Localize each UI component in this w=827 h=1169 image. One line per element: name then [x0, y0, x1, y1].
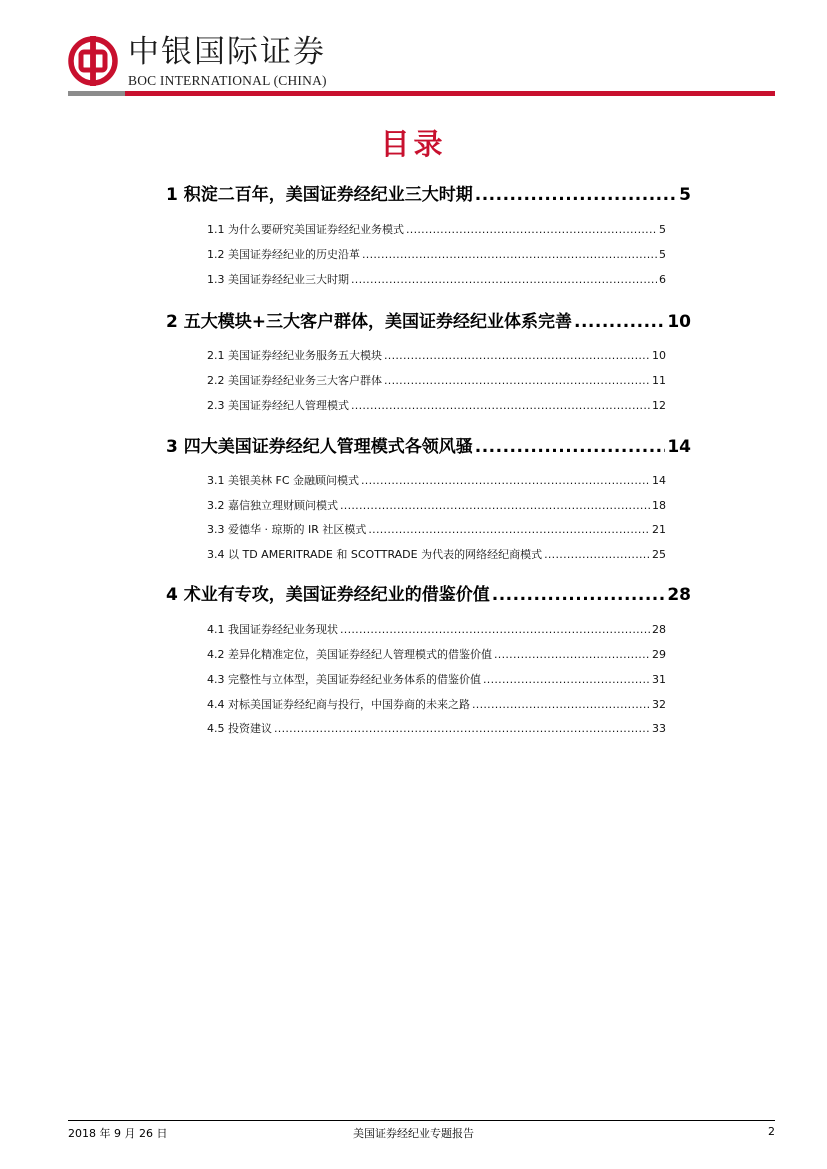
header-rule-red — [125, 91, 775, 96]
toc-item-page: 32 — [652, 698, 666, 711]
brand-name-english: BOC INTERNATIONAL (CHINA) — [128, 73, 327, 88]
toc-item-2-1[interactable] — [207, 347, 666, 363]
dot-leader — [274, 722, 650, 735]
toc-section-label: 1 积淀二百年，美国证券经纪业三大时期 — [166, 185, 473, 204]
dot-leader — [351, 399, 650, 412]
dot-leader — [492, 585, 666, 604]
toc-item-2-3[interactable] — [207, 397, 666, 413]
footer-report-title: 美国证券经纪业专题报告 — [353, 1127, 474, 1140]
toc-item-1-1[interactable] — [207, 221, 666, 237]
toc-section-2[interactable] — [166, 307, 691, 331]
toc-item-label: 1.1 为什么要研究美国证券经纪业务模式 — [207, 223, 404, 236]
toc-item-label: 2.2 美国证券经纪业务三大客户群体 — [207, 374, 382, 387]
toc-section-label: 3 四大美国证券经纪人管理模式各领风骚 — [166, 437, 473, 456]
dot-leader — [362, 248, 657, 261]
boc-logo-icon — [68, 36, 118, 86]
toc-item-4-4[interactable] — [207, 696, 666, 712]
toc-section-page: 10 — [667, 312, 691, 331]
toc-section-page: 5 — [679, 185, 691, 204]
toc-item-label: 3.1 美银美林 FC 金融顾问模式 — [207, 474, 359, 487]
toc-item-page: 29 — [652, 648, 666, 661]
toc-item-label: 3.4 以 TD AMERITRADE 和 SCOTTRADE 为代表的网络经纪商模式 — [207, 548, 543, 561]
toc-item-page: 25 — [652, 548, 666, 561]
toc-section-4[interactable] — [166, 580, 691, 604]
toc-item-label: 4.1 我国证券经纪业务现状 — [207, 623, 338, 636]
toc-item-label: 2.3 美国证券经纪人管理模式 — [207, 399, 349, 412]
toc-item-page: 5 — [659, 248, 666, 261]
dot-leader — [384, 349, 650, 362]
dot-leader — [475, 437, 666, 456]
dot-leader — [494, 648, 650, 661]
dot-leader — [574, 312, 665, 331]
dot-leader — [340, 499, 650, 512]
toc-section-page: 28 — [667, 585, 691, 604]
dot-leader — [361, 474, 650, 487]
toc-item-4-5[interactable] — [207, 720, 666, 736]
toc-section-1[interactable] — [166, 180, 691, 204]
toc-item-page: 18 — [652, 499, 666, 512]
dot-leader — [351, 273, 657, 286]
toc-item-page: 31 — [652, 673, 666, 686]
toc-item-page: 12 — [652, 399, 666, 412]
footer-page-number: 2 — [768, 1125, 775, 1138]
toc-item-4-3[interactable] — [207, 671, 666, 687]
dot-leader — [368, 523, 650, 536]
toc-item-label: 3.3 爱德华 · 琼斯的 IR 社区模式 — [207, 523, 367, 536]
toc-section-3[interactable] — [166, 432, 691, 456]
toc-item-page: 14 — [652, 474, 666, 487]
toc-item-label: 1.3 美国证券经纪业三大时期 — [207, 273, 349, 286]
footer-rule — [68, 1120, 775, 1121]
toc-item-1-3[interactable] — [207, 271, 666, 287]
toc-section-label: 2 五大模块+三大客户群体，美国证券经纪业体系完善 — [166, 312, 572, 331]
toc-item-label: 1.2 美国证券经纪业的历史沿革 — [207, 248, 360, 261]
header-rule-gray — [68, 91, 125, 96]
toc-item-page: 10 — [652, 349, 666, 362]
toc-item-3-4[interactable] — [207, 546, 666, 562]
toc-item-label: 3.2 嘉信独立理财顾问模式 — [207, 499, 338, 512]
toc-item-4-2[interactable] — [207, 646, 666, 662]
toc-section-page: 14 — [667, 437, 691, 456]
toc-section-label: 4 术业有专攻，美国证券经纪业的借鉴价值 — [166, 585, 490, 604]
dot-leader — [483, 673, 650, 686]
toc-item-page: 11 — [652, 374, 666, 387]
dot-leader — [384, 374, 650, 387]
toc-item-3-1[interactable] — [207, 472, 666, 488]
toc-item-3-3[interactable] — [207, 521, 666, 537]
dot-leader — [406, 223, 657, 236]
toc-item-label: 4.4 对标美国证券经纪商与投行，中国券商的未来之路 — [207, 698, 470, 711]
toc-item-page: 5 — [659, 223, 666, 236]
toc-title: 目录 — [380, 127, 447, 161]
footer-date: 2018 年 9 月 26 日 — [68, 1127, 168, 1140]
toc-item-page: 6 — [659, 273, 666, 286]
dot-leader — [544, 548, 650, 561]
toc-item-label: 4.2 差异化精准定位，美国证券经纪人管理模式的借鉴价值 — [207, 648, 492, 661]
toc-item-label: 4.3 完整性与立体型，美国证券经纪业务体系的借鉴价值 — [207, 673, 481, 686]
dot-leader — [472, 698, 650, 711]
toc-item-2-2[interactable] — [207, 372, 666, 388]
toc-item-page: 21 — [652, 523, 666, 536]
toc-item-4-1[interactable] — [207, 621, 666, 637]
toc-item-label: 2.1 美国证券经纪业务服务五大模块 — [207, 349, 382, 362]
toc-item-1-2[interactable] — [207, 246, 666, 262]
toc-item-3-2[interactable] — [207, 497, 666, 513]
toc-item-label: 4.5 投资建议 — [207, 722, 272, 735]
dot-leader — [475, 185, 677, 204]
dot-leader — [340, 623, 650, 636]
brand-name-chinese: 中银国际证券 — [128, 34, 326, 70]
toc-item-page: 33 — [652, 722, 666, 735]
toc-item-page: 28 — [652, 623, 666, 636]
